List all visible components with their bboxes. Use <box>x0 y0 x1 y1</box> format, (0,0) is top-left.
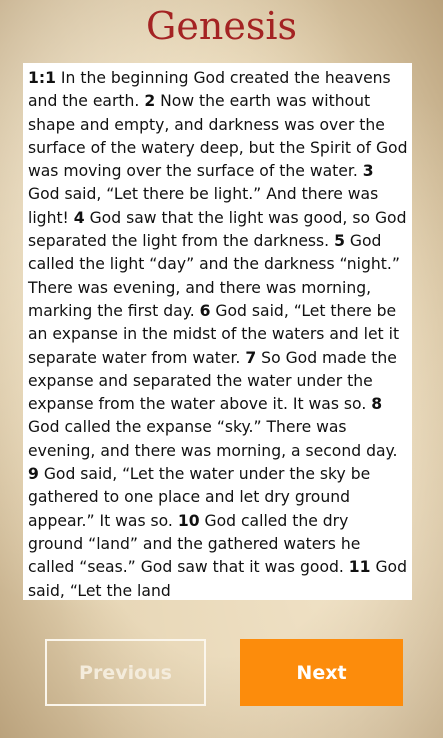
verse-number: 2 <box>144 92 156 111</box>
verse-text: God called the dry ground “land” and the gathered waters he called “seas.” God saw that it was good. <box>28 511 361 577</box>
verse-number: 1:1 <box>28 69 56 87</box>
verse-text: God said, “Let the water under the sky be gathered to one place and let dry ground appear.” It was so. <box>28 465 371 530</box>
scripture-passage <box>23 63 412 600</box>
verse-number: 3 <box>362 162 374 181</box>
verse-text: God said, “Let there be light.” And there was light! <box>28 185 379 227</box>
next-button[interactable]: Next <box>240 639 403 706</box>
verse-number: 11 <box>348 558 371 577</box>
verse-number: 4 <box>73 208 85 227</box>
verse-text: God said, “Let the land <box>28 558 407 600</box>
verse-number: 8 <box>371 395 383 414</box>
verse-text: God called the light “day” and the darkness “night.” There was evening, and there was morning, marking the first day. <box>28 232 400 320</box>
verse-number: 9 <box>28 465 39 484</box>
verse-text: Now the earth was without shape and empty, and darkness was over the surface of the watery deep, but the Spirit of God was moving over the surface of the water. <box>28 92 408 181</box>
verse-text: God saw that the light was good, so God separated the light from the darkness. <box>28 208 407 251</box>
verse-text: God called the expanse “sky.” There was evening, and there was morning, a second day. <box>28 418 398 460</box>
scripture-text-panel[interactable] <box>23 63 412 600</box>
verse-text: So God made the expanse and separated the water under the expanse from the water above it. It was so. <box>28 348 397 414</box>
verse-number: 10 <box>177 511 200 530</box>
verse-number: 7 <box>245 348 257 367</box>
verse-text: In the beginning God created the heavens and the earth. <box>28 69 391 111</box>
verse-text: God said, “Let there be an expanse in the midst of the waters and let it separate water from water. <box>28 301 400 367</box>
previous-button[interactable]: Previous <box>45 639 206 706</box>
verse-number: 5 <box>334 232 345 251</box>
verse-number: 6 <box>199 301 211 320</box>
page-title: Genesis <box>146 4 297 48</box>
